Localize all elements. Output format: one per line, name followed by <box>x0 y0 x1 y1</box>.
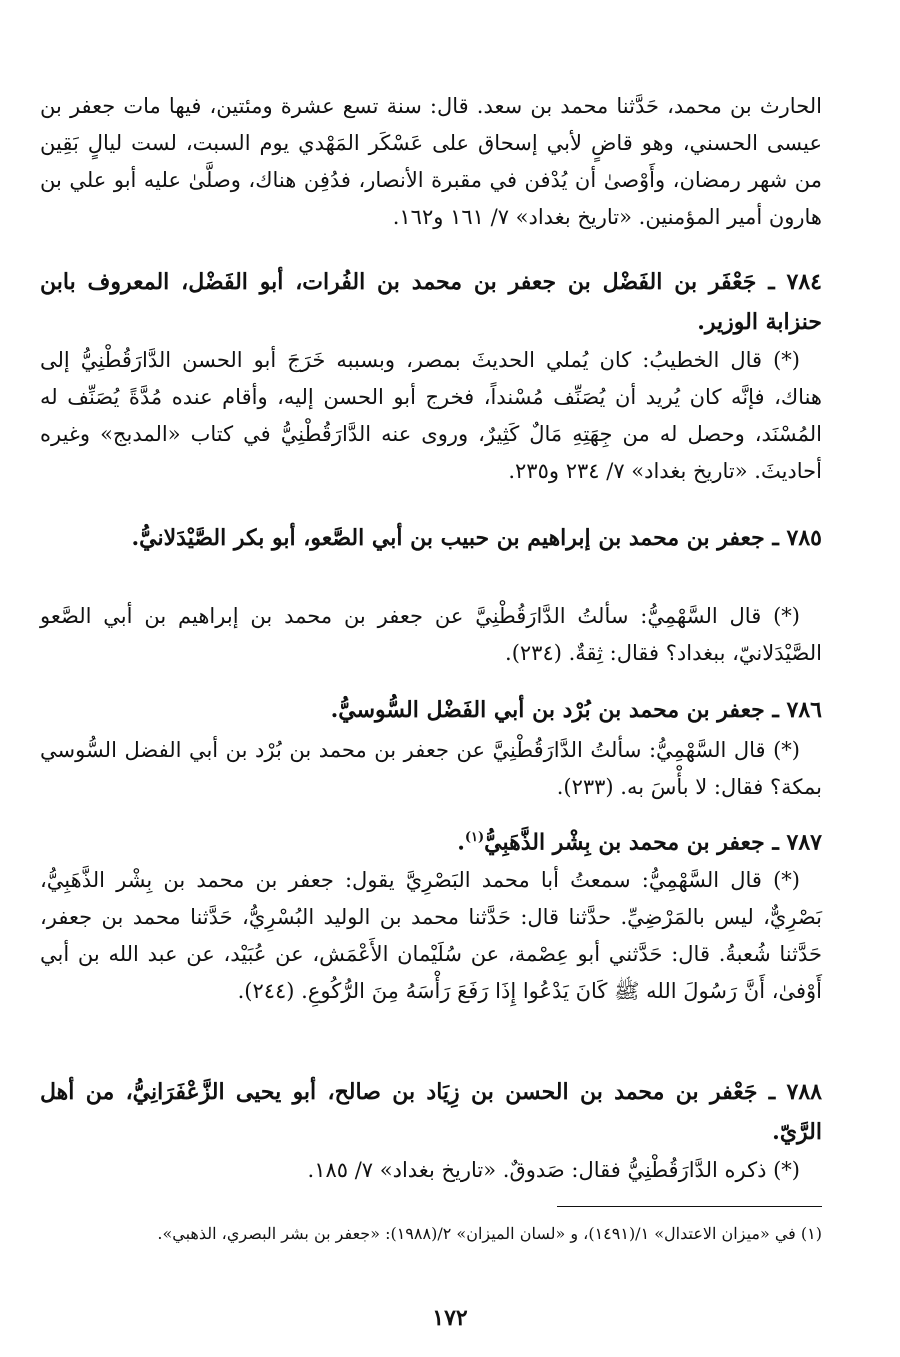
continuation-paragraph: الحارث بن محمد، حَدَّثنا محمد بن سعد. قال: سنة تسع عشرة ومئتين، فيها مات جعفر بن عيسى الحسني، وهو قاضٍ لأبي إسحاق على عَسْكَر المَهْدي يوم السبت، لست ليالٍ بَقِين من شهر رمضان، وأَوْصىٰ أن يُدْفن في مقبرة الأنصار، فدُفِن هناك، وصلَّىٰ عليه أبو علي بن هارون أمير المؤمنين. «تاريخ بغداد» ٧/ ١٦١ و١٦٢. <box>40 94 822 229</box>
page-number: ١٧٢ <box>432 1305 468 1331</box>
entry-786-body: (*) قال السَّهْمِيُّ: سألتُ الدَّارَقُطْنِيَّ عن جعفر بن محمد بن بُرْد بن أبي الفضل السُّوسي بمكة؟ فقال: لا بأْسَ به. (٢٣٣). <box>40 738 822 799</box>
entry-785-body: (*) قال السَّهْمِيُّ: سألتُ الدَّارَقُطْنِيَّ عن جعفر بن محمد بن إبراهيم بن أبي الصَّعو الصَّيْدَلانيّ، ببغداد؟ فقال: ثِقةٌ. (٢٣٤). <box>40 604 822 665</box>
entry-785-heading: ٧٨٥ ـ جعفر بن محمد بن إبراهيم بن حبيب بن أبي الصَّعو، أبو بكر الصَّيْدَلانيُّ. <box>131 525 822 551</box>
footnote-marker: (١) <box>464 830 485 845</box>
entry-788-heading: ٧٨٨ ـ جَعْفر بن محمد بن الحسن بن زِيَاد بن صالح، أبو يحيى الزَّعْفَرَانِيُّ، من أهل الرَّيّ. <box>40 1079 822 1145</box>
entry-784-heading: ٧٨٤ ـ جَعْفَر بن الفَضْل بن جعفر بن محمد بن الفُرات، أبو الفَضْل، المعروف بابن حنزابة الوزير. <box>40 269 822 335</box>
entry-786-heading: ٧٨٦ ـ جعفر بن محمد بن بُرْد بن أبي الفَضْل السُّوسيُّ. <box>330 697 822 723</box>
entry-787-heading <box>40 818 822 862</box>
entry-787-heading-text: ٧٨٧ ـ جعفر بن محمد بن بِشْر الذَّهَبِيُّ <box>484 829 822 856</box>
footnote: (١) في «ميزان الاعتدال» ١/(١٤٩١)، و «لسان الميزان» ٢/(١٩٨٨): «جعفر بن بشر البصري، الذهبي». <box>157 1224 822 1243</box>
entry-788-body: (*) ذكره الدَّارَقُطْنِيُّ فقال: صَدوقٌ. «تاريخ بغداد» ٧/ ١٨٥. <box>307 1158 800 1182</box>
entry-787-body: (*) قال السَّهْمِيُّ: سمعتُ أبا محمد البَصْرِيَّ يقول: جعفر بن محمد بن بِشْر الذَّهَبِيُّ، بَصْرِيٌّ، ليس بالمَرْضِيِّ. حدَّثنا قال: حَدَّثنا محمد بن الوليد البُسْرِيُّ، حَدَّثنا محمد بن جعفر، حَدَّثنا شُعبةُ. قال: حَدَّثني أبو عِصْمة، عن سُلَيْمان الأَعْمَش، عن عُبَيْد، عن عبد الله بن أبي أَوْفىٰ، أَنَّ رَسُولَ الله ﷺ كَانَ يَدْعُوا إِذَا رَفَعَ رَأْسَهُ مِنَ الرُّكُوعِ. (٢٤٤). <box>40 868 822 1003</box>
entry-787-heading-end: . <box>457 829 465 856</box>
footnote-separator <box>557 1206 822 1207</box>
entry-784-body: (*) قال الخطيبُ: كان يُملي الحديثَ بمصر، وبسببه خَرَجَ أبو الحسن الدَّارَقُطْنِيُّ إلى هناك، فإنَّه كان يُريد أن يُصَنِّف مُسْنداً، فخرج أبو الحسن إليه، وأقام عنده مُدَّةً يُصَنِّف له المُسْنَد، وحصل له من جِهَتِهِ مَالٌ كَثِيرٌ، وروى عنه الدَّارَقُطْنِيُّ في كتاب «المدبج» وغيره أحاديثَ. «تاريخ بغداد» ٧/ ٢٣٤ و٢٣٥. <box>40 348 822 483</box>
